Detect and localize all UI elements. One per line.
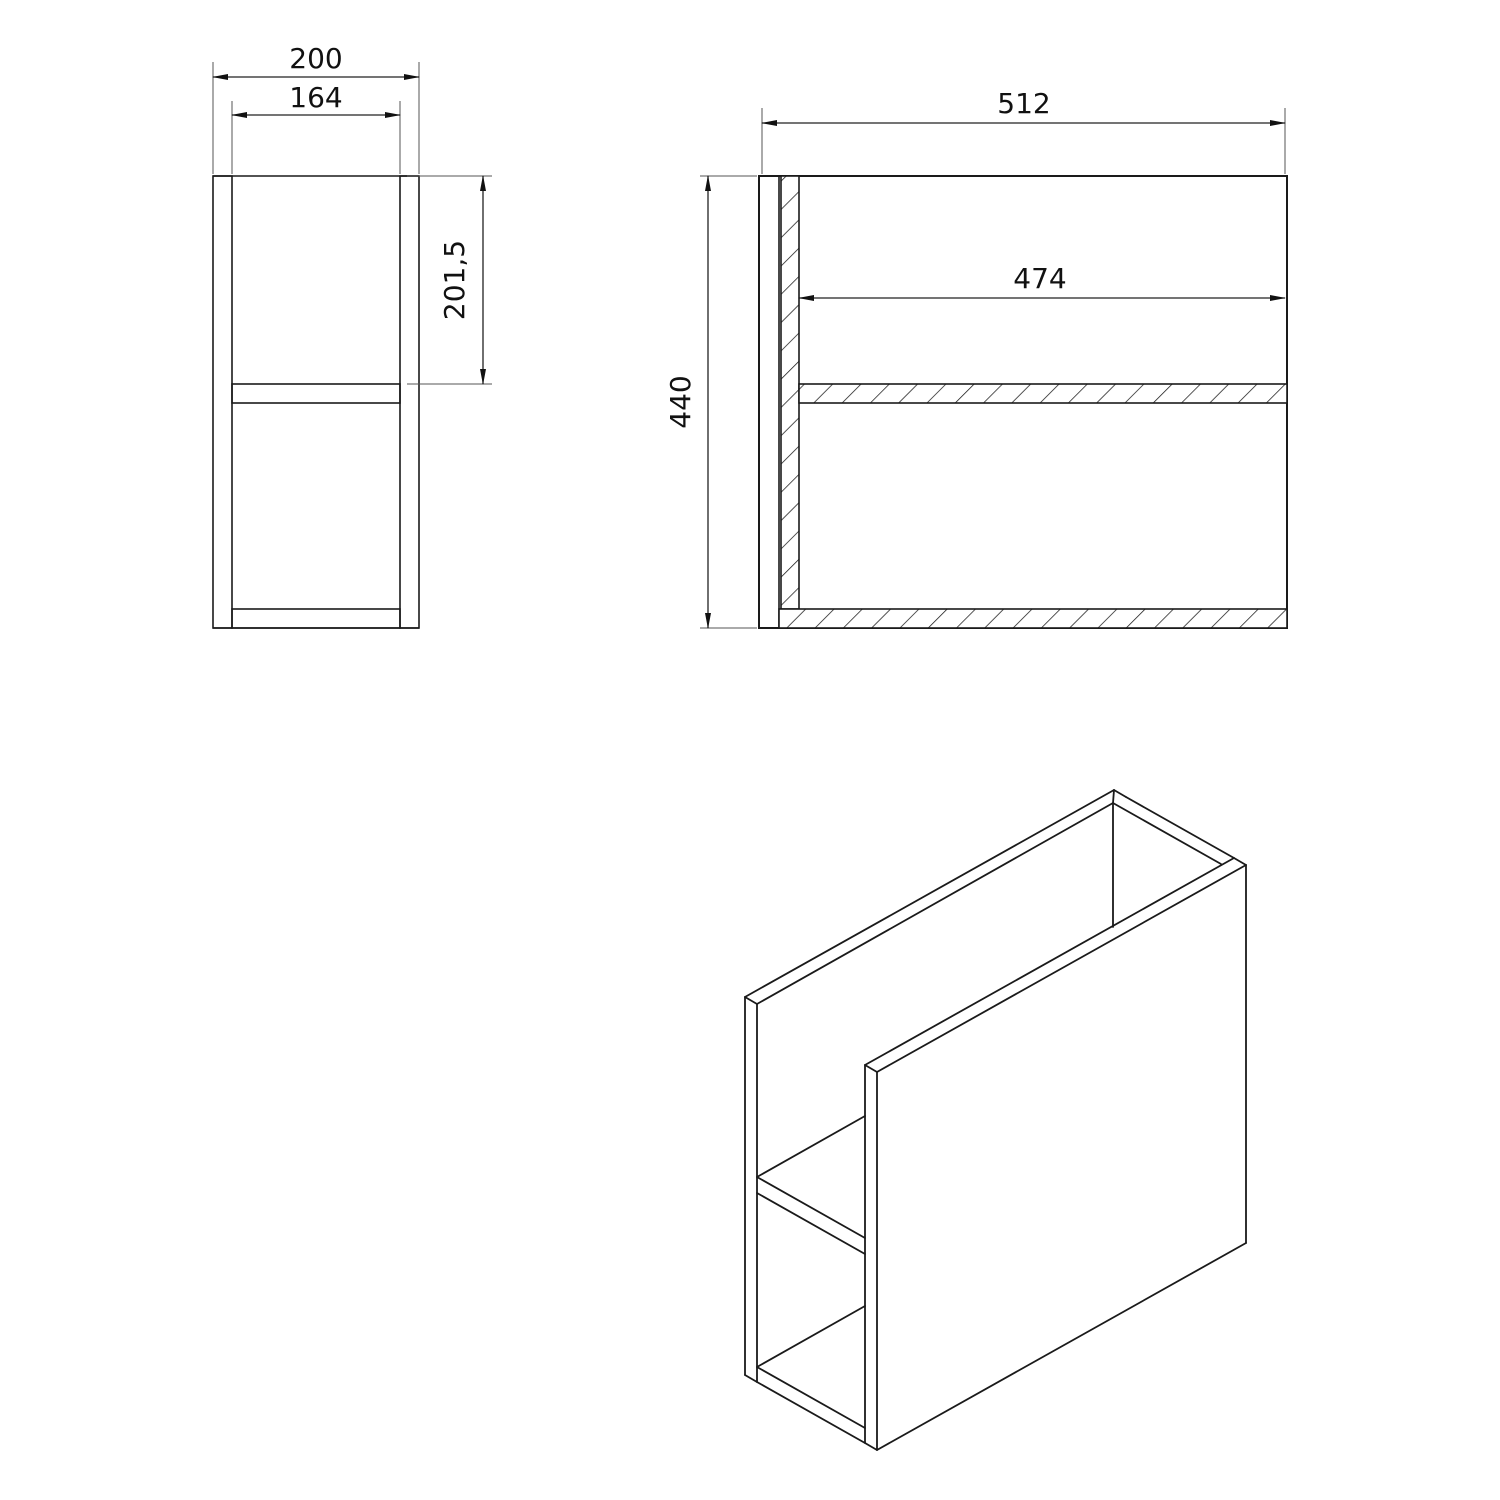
- dim-label-164: 164: [289, 81, 343, 114]
- front-bottom-panel: [232, 609, 400, 628]
- dim-front-inner-width: [232, 81, 400, 174]
- iso-left-panel: [745, 790, 1126, 1382]
- side-shelf-section: [799, 384, 1287, 403]
- side-bottom-section: [779, 609, 1287, 628]
- dim-side-inner-depth: [799, 262, 1285, 298]
- dim-label-440: 440: [664, 375, 697, 429]
- iso-right-panel: [865, 858, 1246, 1450]
- dim-label-200: 200: [289, 42, 343, 75]
- iso-back-panel: [1113, 797, 1234, 927]
- dim-label-201-5: 201,5: [438, 239, 471, 321]
- iso-shelf: [757, 1116, 865, 1254]
- dim-side-height: [664, 176, 757, 628]
- front-shelf: [232, 384, 400, 403]
- front-left-panel: [213, 176, 232, 628]
- dim-side-outer-depth: [762, 87, 1285, 174]
- iso-bottom-panel: [757, 1306, 865, 1443]
- side-back-panel-section: [781, 176, 799, 609]
- front-view: [213, 42, 492, 628]
- front-right-panel: [400, 176, 419, 628]
- isometric-view: [745, 790, 1246, 1450]
- side-section-view: [664, 87, 1287, 628]
- dim-label-512: 512: [997, 87, 1051, 120]
- dim-label-474: 474: [1013, 262, 1067, 295]
